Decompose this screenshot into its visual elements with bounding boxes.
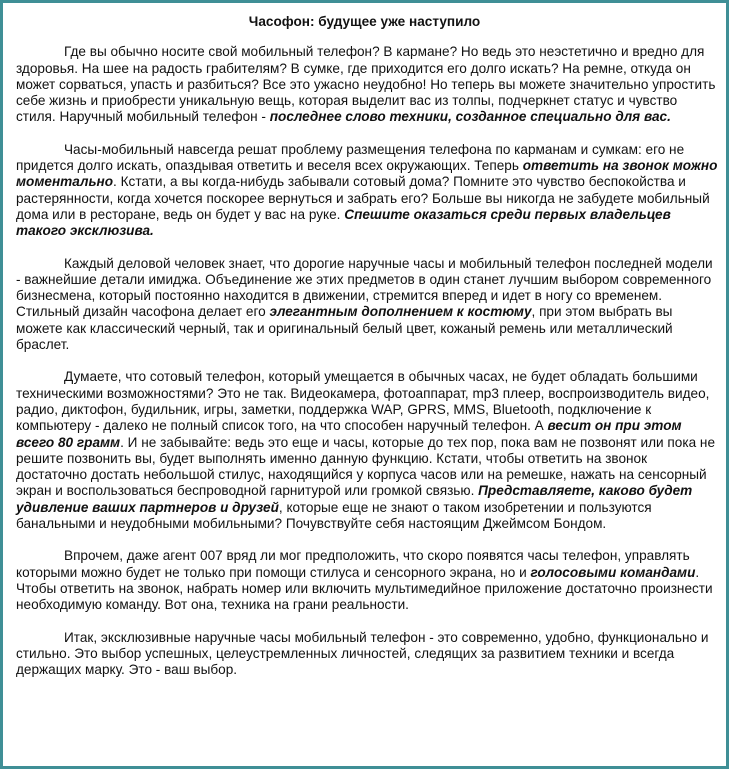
paragraph-5 <box>16 548 719 613</box>
emphasis-text: Спешите оказаться среди первых владельцев такого эксклюзива. <box>16 206 671 239</box>
emphasis-text: весит он при этом всего 80 грамм <box>16 418 682 450</box>
body-text: . Чтобы ответить на звонок, набрать номер или включить мультимедийное приложение достаточно произнести необходимую команду. Вот она, техника на грани реальности. <box>16 564 713 613</box>
paragraph-3 <box>16 256 719 354</box>
body-text: Часы-мобильный навсегда решат проблему размещения телефона по карманам и сумкам: его не придется долго искать, опаздывая ответить и веселя всех окружающих. Теперь <box>16 141 685 174</box>
body-text: Каждый деловой человек знает, что дорогие наручные часы и мобильный телефон последней модели - важнейшие детали имиджа. Объединение же этих предметов в один станет лучшим выбором современного бизнесмена, который постоянно находится в движении, стремится вперед и идет в ногу со временем. Стильный дизайн часофона делает его <box>16 255 713 320</box>
body-text: , которые еще не знают о таком изобретении и пользуются банальными и неудобными мобильными? Почувствуйте себя настоящим Джеймсом Бондом. <box>16 499 652 532</box>
article-paragraphs <box>16 44 719 678</box>
emphasis-text: голосовыми командами <box>530 564 696 580</box>
body-text: Где вы обычно носите свой мобильный телефон? В кармане? Но ведь это неэстетично и вредно для здоровья. На шее на радость грабителям? В сумке, где приходится его долго искать? На ремне, откуда он может сорваться, упасть и разбиться? Все это ужасно неудобно! Но теперь вы можете значительно упростить себе жизнь и приобрести уникальную вещь, которая выделит вас из толпы, подчеркнет статус и чувство стиля. Наручный мобильный телефон - <box>16 44 716 125</box>
article-title: Часофон: будущее уже наступило <box>248 14 481 29</box>
body-text: Думаете, что сотовый телефон, который умещается в обычных часах, не будет обладать большими техническими возможностями? Это не так. Видеокамера, фотоаппарат, mp3 плеер, воспроизводитель видео, радио, диктофон, будильник, игры, заметки, поддержка WAP, GPRS, MMS, Bluetooth, подключение к компьютеру - далеко не полный список того, на что способен наручный телефон. А <box>16 369 710 434</box>
paragraph-2 <box>16 142 719 240</box>
emphasis-text: элегантным дополнением к костюму <box>269 304 532 320</box>
paragraph-1 <box>16 44 719 125</box>
emphasis-text: ответить на звонок можно моментально <box>16 158 718 190</box>
paragraph-6 <box>16 630 719 679</box>
body-text: . И не забывайте: ведь это еще и часы, которые до тех пор, пока вам не позвонят или пока не решите позвонить вы, будет выполнять именно данную функцию. Кстати, чтобы ответить на звонок достаточно достать небольшой стилус, находящийся у корпуса часов или на ремешке, нажать на сенсорный экран и воспользоваться беспроводной гарнитурой или громкой связью. <box>16 434 716 499</box>
body-text: . Кстати, а вы когда-нибудь забывали сотовый дома? Помните это чувство беспокойства и растерянности, когда хочется поскорее вернуться и забрать его? Больше вы никогда не забудете мобильный дома или в ресторане, ведь он будет у вас на руке. <box>16 174 710 222</box>
emphasis-text: Представляете, каково будет удивление ваших партнеров и друзей <box>16 483 693 515</box>
emphasis-text: последнее слово техники, созданное специально для вас. <box>269 109 671 125</box>
body-text: , при этом выбрать вы можете как классический черный, так и оригинальный белый цвет, кожаный ремень или металлический браслет. <box>16 304 673 353</box>
paragraph-4 <box>16 369 719 532</box>
body-text: Итак, эксклюзивные наручные часы мобильный телефон - это современно, удобно, функционально и стильно. Это выбор успешных, целеустремленных личностей, следящих за развитием техники и всегда держащих марку. Это - ваш выбор. <box>16 629 709 678</box>
article-body <box>16 14 719 678</box>
body-text: Впрочем, даже агент 007 вряд ли мог предположить, что скоро появятся часы телефон, управлять которыми можно будет не только при помощи стилуса и сенсорного экрана, но и <box>16 548 690 580</box>
